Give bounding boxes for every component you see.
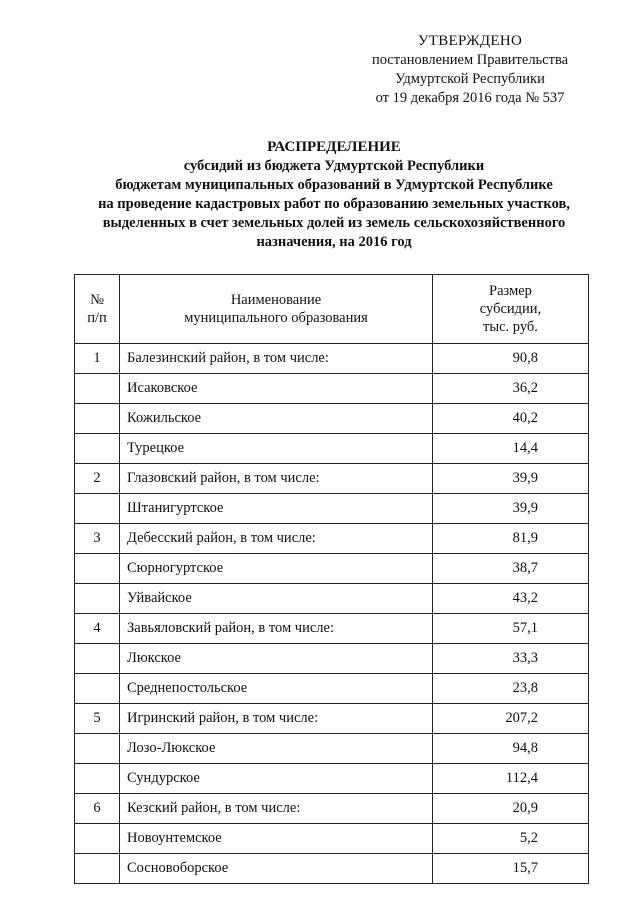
row-number — [75, 764, 120, 794]
row-name: Кожильское — [120, 404, 433, 434]
row-name: Турецкое — [120, 434, 433, 464]
document-heading — [60, 138, 608, 252]
row-amount: 39,9 — [433, 494, 589, 524]
table-row — [75, 374, 589, 404]
row-amount: 40,2 — [433, 404, 589, 434]
row-number: 2 — [75, 464, 120, 494]
row-number: 1 — [75, 344, 120, 374]
row-number — [75, 734, 120, 764]
header-amount: Размер субсидии, тыс. руб. — [433, 275, 589, 344]
heading-line: выделенных в счет земельных долей из земель сельскохозяйственного — [102, 215, 566, 231]
row-amount: 14,4 — [433, 434, 589, 464]
subsidy-table — [74, 274, 589, 884]
table-row — [75, 614, 589, 644]
row-name: Новоунтемское — [120, 824, 433, 854]
row-amount: 38,7 — [433, 554, 589, 584]
row-amount: 20,9 — [433, 794, 589, 824]
row-amount: 5,2 — [433, 824, 589, 854]
table-row — [75, 764, 589, 794]
row-name: Глазовский район, в том числе: — [120, 464, 433, 494]
row-amount: 112,4 — [433, 764, 589, 794]
approval-line: Удмуртской Республики — [395, 71, 545, 87]
heading-line: на проведение кадастровых работ по образованию земельных участков, — [98, 196, 570, 212]
table-row — [75, 644, 589, 674]
row-amount: 57,1 — [433, 614, 589, 644]
row-number — [75, 434, 120, 464]
row-number — [75, 854, 120, 884]
table-row — [75, 434, 589, 464]
row-number — [75, 554, 120, 584]
table-row — [75, 794, 589, 824]
row-name: Люкское — [120, 644, 433, 674]
row-name: Кезский район, в том числе: — [120, 794, 433, 824]
table-body — [75, 344, 589, 884]
row-number — [75, 644, 120, 674]
row-name: Сюрногуртское — [120, 554, 433, 584]
table-row — [75, 494, 589, 524]
row-amount: 36,2 — [433, 374, 589, 404]
row-amount: 33,3 — [433, 644, 589, 674]
row-amount: 207,2 — [433, 704, 589, 734]
row-amount: 15,7 — [433, 854, 589, 884]
row-name: Игринский район, в том числе: — [120, 704, 433, 734]
heading-line: бюджетам муниципальных образований в Удмуртской Республике — [115, 177, 553, 193]
row-name: Дебесский район, в том числе: — [120, 524, 433, 554]
table-row — [75, 464, 589, 494]
row-number — [75, 824, 120, 854]
table-row — [75, 554, 589, 584]
table-row — [75, 344, 589, 374]
row-number — [75, 584, 120, 614]
row-name: Завьяловский район, в том числе: — [120, 614, 433, 644]
row-number: 3 — [75, 524, 120, 554]
heading-line: субсидий из бюджета Удмуртской Республики — [183, 158, 485, 174]
row-name: Уйвайское — [120, 584, 433, 614]
row-name: Лозо-Люкское — [120, 734, 433, 764]
row-number: 6 — [75, 794, 120, 824]
approval-date: от 19 декабря 2016 года № 537 — [375, 90, 565, 106]
table-row — [75, 854, 589, 884]
table-header-row — [75, 275, 589, 344]
row-amount: 94,8 — [433, 734, 589, 764]
row-amount: 39,9 — [433, 464, 589, 494]
table-row — [75, 824, 589, 854]
approval-title: УТВЕРЖДЕНО — [417, 33, 523, 49]
table-row — [75, 734, 589, 764]
row-amount: 23,8 — [433, 674, 589, 704]
row-number — [75, 494, 120, 524]
table-row — [75, 704, 589, 734]
row-amount: 81,9 — [433, 524, 589, 554]
table-row — [75, 674, 589, 704]
row-number — [75, 674, 120, 704]
row-number — [75, 374, 120, 404]
row-name: Исаковское — [120, 374, 433, 404]
table-row — [75, 584, 589, 614]
row-amount: 90,8 — [433, 344, 589, 374]
row-name: Среднепостольское — [120, 674, 433, 704]
row-number: 4 — [75, 614, 120, 644]
row-name: Балезинский район, в том числе: — [120, 344, 433, 374]
heading-line: назначения, на 2016 год — [256, 234, 412, 250]
approval-line: постановлением Правительства — [371, 52, 569, 68]
row-amount: 43,2 — [433, 584, 589, 614]
row-name: Сосновоборское — [120, 854, 433, 884]
row-name: Штанигуртское — [120, 494, 433, 524]
table-row — [75, 524, 589, 554]
row-number: 5 — [75, 704, 120, 734]
table-row — [75, 404, 589, 434]
row-number — [75, 404, 120, 434]
row-name: Сундурское — [120, 764, 433, 794]
document-title: РАСПРЕДЕЛЕНИЕ — [267, 139, 401, 155]
header-name: Наименование муниципального образования — [120, 275, 433, 344]
header-num: № п/п — [75, 275, 120, 344]
approval-block — [350, 32, 590, 108]
